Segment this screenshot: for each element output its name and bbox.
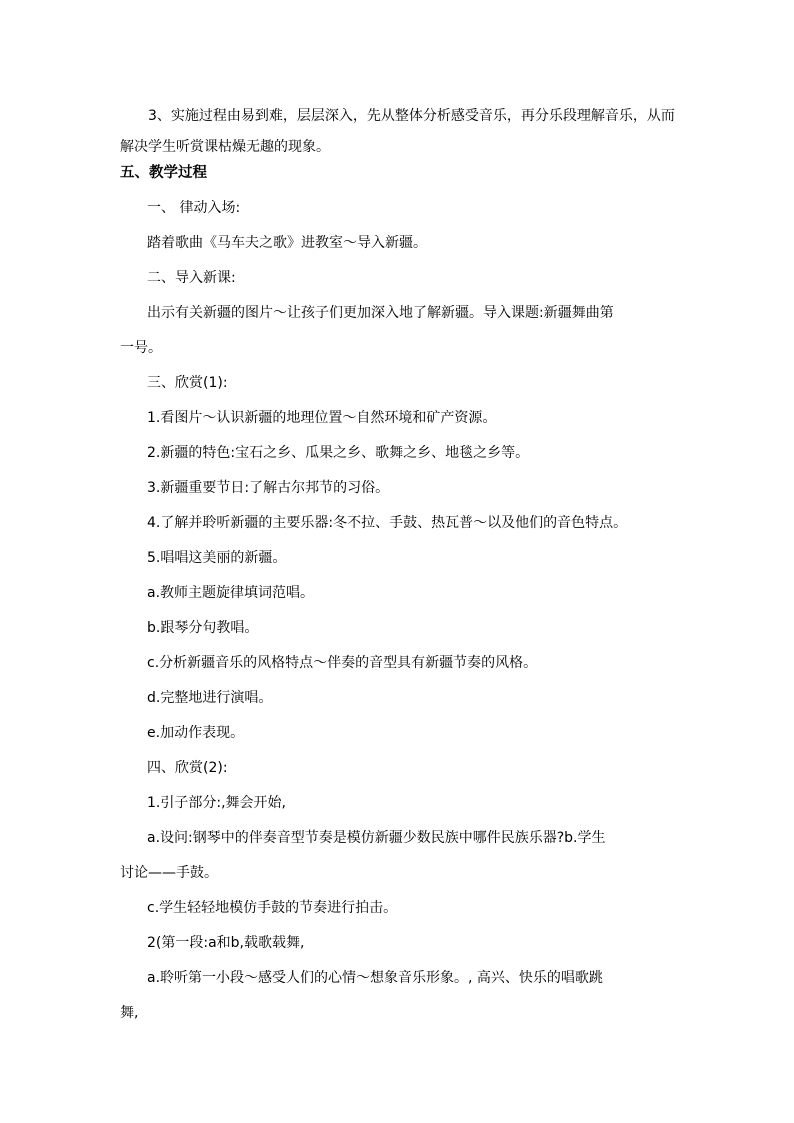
- list-item: d.完整地进行演唱。: [147, 690, 273, 706]
- list-item: a.聆听第一小段～感受人们的心情～想象音乐形象。, 高兴、快乐的唱歌跳: [147, 970, 603, 986]
- paragraph-line: 讨论——手鼓。: [120, 865, 218, 881]
- subsection-heading: 三、欣赏(1):: [147, 375, 228, 391]
- list-item: c.分析新疆音乐的风格特点～伴奏的音型具有新疆节奏的风格。: [147, 655, 538, 671]
- list-item: b.跟琴分句教唱。: [147, 620, 259, 636]
- section-heading: 五、教学过程: [120, 165, 207, 181]
- paragraph-line: 踏着歌曲《马车夫之歌》进教室～导入新疆。: [147, 235, 427, 251]
- paragraph-line: 解决学生听赏课枯燥无趣的现象。: [120, 139, 330, 155]
- list-item: c.学生轻轻地模仿手鼓的节奏进行拍击。: [147, 900, 398, 916]
- paragraph-line: 舞,: [120, 1005, 139, 1021]
- paragraph-line: 出示有关新疆的图片～让孩子们更加深入地了解新疆。导入课题:新疆舞曲第: [147, 305, 614, 321]
- paragraph-line: 3、实施过程由易到难，层层深入，先从整体分析感受音乐，再分乐段理解音乐，从而: [148, 108, 675, 124]
- subsection-heading: 四、欣赏(2):: [147, 760, 228, 776]
- list-item: e.加动作表现。: [147, 725, 245, 741]
- list-item: 1.引子部分:,舞会开始,: [147, 795, 286, 811]
- list-item: 4.了解并聆听新疆的主要乐器:冬不拉、手鼓、热瓦普～以及他们的音色特点。: [147, 515, 628, 531]
- subsection-heading: 一、 律动入场:: [147, 200, 241, 216]
- list-item: 5.唱唱这美丽的新疆。: [147, 550, 287, 566]
- list-item: 3.新疆重要节日:了解古尔邦节的习俗。: [147, 480, 390, 496]
- subsection-heading: 二、导入新课:: [147, 270, 236, 286]
- paragraph-line: 一号。: [120, 340, 162, 356]
- list-item: a.设问:钢琴中的伴奏音型节奏是模仿新疆少数民族中哪件民族乐器?b.学生: [147, 830, 606, 846]
- list-item: 1.看图片～认识新疆的地理位置～自然环境和矿产资源。: [147, 410, 497, 426]
- list-item: 2.新疆的特色:宝石之乡、瓜果之乡、歌舞之乡、地毯之乡等。: [147, 445, 530, 461]
- list-item: 2(第一段:a和b,载歌载舞,: [147, 935, 305, 951]
- list-item: a.教师主题旋律填词范唱。: [147, 585, 315, 601]
